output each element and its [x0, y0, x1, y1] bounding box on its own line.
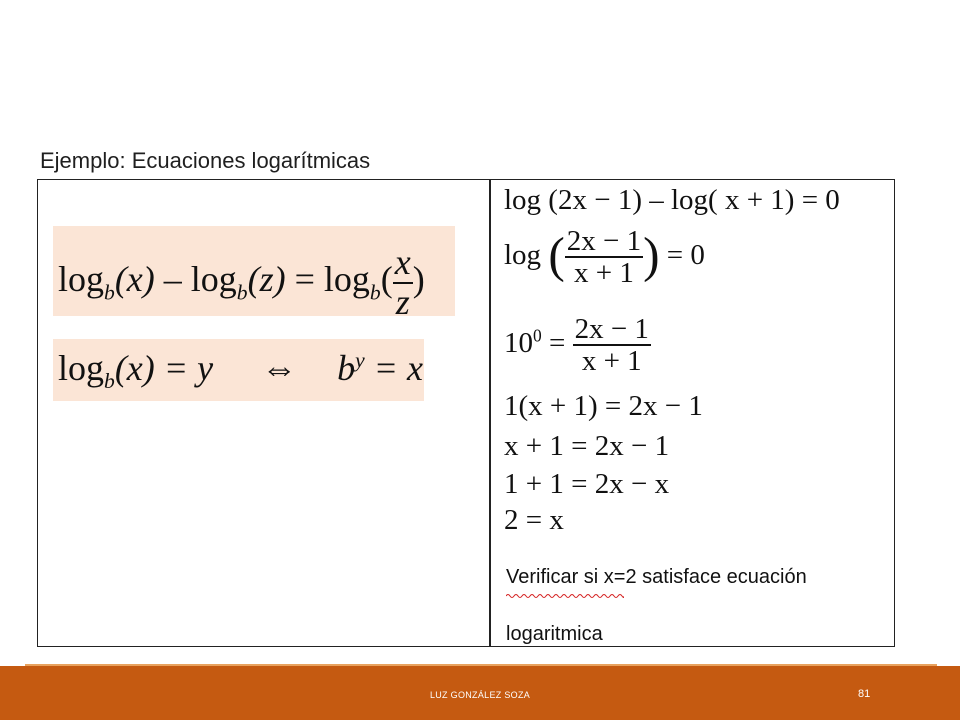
- step-4: 1(x + 1) = 2x − 1: [504, 390, 703, 422]
- log-text: log: [323, 259, 370, 300]
- equals-x: = x: [364, 348, 423, 388]
- example-table: [37, 179, 895, 647]
- close-paren: ): [412, 259, 425, 300]
- fraction-denominator: z: [395, 281, 410, 322]
- minus-sign: –: [154, 259, 191, 300]
- spellcheck-underline: [506, 593, 624, 599]
- equals-sign: =: [541, 327, 573, 360]
- log-arg-z: (z): [247, 259, 286, 300]
- close-paren: ): [643, 227, 660, 283]
- fraction-numerator: 2x − 1: [574, 313, 649, 345]
- step-7: 2 = x: [504, 504, 564, 536]
- fraction-numerator: x: [394, 242, 411, 282]
- log-text: log: [504, 239, 542, 272]
- fraction-numerator: 2x − 1: [566, 225, 642, 257]
- solution-steps: [504, 180, 894, 646]
- slide-title: Ejemplo: Ecuaciones logarítmicas: [40, 148, 371, 173]
- page-number: 81: [858, 688, 871, 700]
- base-b: b: [337, 348, 356, 388]
- step-5: x + 1 = 2x − 1: [504, 430, 670, 462]
- equals-zero: = 0: [659, 239, 705, 272]
- footer-author: LUZ GONZÁLEZ SOZA: [429, 690, 531, 700]
- log-text: log: [190, 259, 237, 300]
- log-base: b: [236, 280, 248, 305]
- fraction-2x-1-over-x-1: [573, 314, 651, 377]
- step-2: [504, 226, 705, 289]
- log-base: b: [104, 280, 115, 305]
- log-definition-rule: [53, 339, 424, 401]
- step-3: [504, 314, 651, 377]
- log-arg-x: (x): [114, 348, 155, 388]
- step-6: 1 + 1 = 2x − x: [504, 468, 670, 500]
- log-base: b: [104, 369, 115, 394]
- log-text: log: [58, 259, 105, 300]
- base-ten: 10: [504, 327, 533, 360]
- exponent-y: y: [355, 348, 365, 372]
- fraction-2x-1-over-x-1: [565, 226, 643, 289]
- log-arg-x: (x): [114, 259, 155, 300]
- exponent-zero: 0: [533, 325, 542, 346]
- iff-arrow-icon: ⇔: [261, 348, 298, 388]
- log-text: log: [58, 348, 105, 388]
- open-paren: (: [380, 259, 393, 300]
- equals-sign: =: [285, 259, 324, 300]
- fraction-denominator: x + 1: [581, 345, 642, 378]
- verify-text-line1: Verificar si x=2 satisface ecuación: [506, 566, 807, 588]
- step-1: log (2x − 1) – log( x + 1) = 0: [504, 184, 840, 216]
- log-base: b: [369, 280, 381, 305]
- fraction-denominator: x + 1: [573, 257, 634, 290]
- equals-y: = y: [154, 348, 214, 388]
- column-divider: [489, 180, 491, 646]
- fraction-x-over-z: [393, 244, 413, 322]
- verify-text-line2: logaritmica: [506, 623, 603, 645]
- log-quotient-rule: [53, 226, 455, 322]
- open-paren: (: [548, 227, 565, 283]
